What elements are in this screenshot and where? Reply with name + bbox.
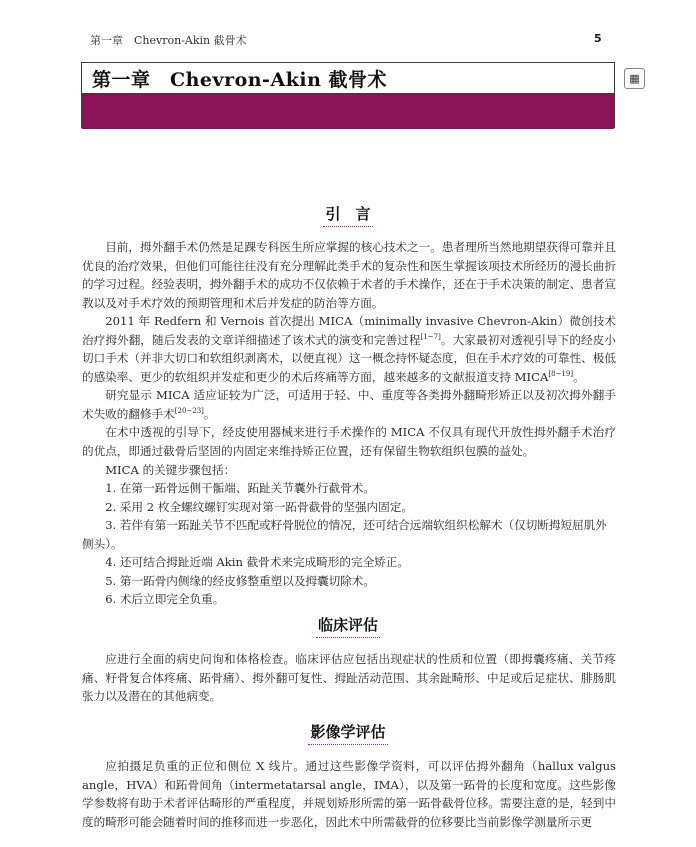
intro-paragraph-2: 2011 年 Redfern 和 Vernois 首次提出 MICA（minimally invasive Chevron-Akin）微创技术治疗拇外翻，随后发表的文章详细描述了该术式的演变和完善过程[1~7]。大家最初对透视引导下的经皮小切口手术（并非大切口和软组织剥离术，以便直视）这一概念持怀疑态度，但在手术疗效的可靠性、极低的感染率、更少的软组织并发症和更少的术后疼痛等方面，越来越多的文献报道支持 MICA[8~19]。 xyxy=(82,314,616,384)
list-item: 2. 采用 2 枚全螺纹螺钉实现对第一跖骨截骨的坚强内固定。 xyxy=(105,500,413,514)
page-number: 5 xyxy=(594,32,602,45)
citation-ref: [20~23] xyxy=(174,406,204,415)
citation-ref: [1~7] xyxy=(420,332,441,341)
section-heading-imaging: 影像学评估 xyxy=(0,721,696,745)
intro-paragraph-1: 目前，拇外翻手术仍然是足踝专科医生所应掌握的核心技术之一。患者理所当然地期望获得可靠并且优良的治疗效果，但他们可能往往没有充分理解此类手术的复杂性和医生掌握该项技术所经历的漫长曲折的学习过程。经验表明，拇外翻手术的成功不仅依赖于术者的手术操作，还在于手术决策的制定、患者宣教以及对手术疗效的预期管理和术后并发症的防治等方面。 xyxy=(82,240,616,310)
intro-paragraph-4: 在术中透视的引导下，经皮使用器械来进行手术操作的 MICA 不仅具有现代开放性拇外翻手术治疗的优点，即通过截骨后坚固的内固定来维持矫正位置，还有保留生物软组织包膜的益处。 xyxy=(82,425,616,458)
chapter-title: 第一章 Chevron-Akin 截骨术 xyxy=(82,63,614,94)
section-heading-intro: 引 言 xyxy=(0,203,696,227)
chapter-color-band xyxy=(82,94,614,129)
list-item: 6. 术后立即完全负重。 xyxy=(105,592,225,606)
chapter-title-box xyxy=(81,62,615,128)
steps-intro: MICA 的关键步骤包括： xyxy=(105,463,236,477)
clinical-paragraph: 应进行全面的病史问询和体格检查。临床评估应包括出现症状的性质和位置（即拇囊疼痛、关节疼痛、籽骨复合体疼痛、跖骨痛）、拇外翻可复性、拇趾活动范围、其余趾畸形、中足或后足症状、腓肠肌张力以及潜在的其他病变。 xyxy=(82,652,616,704)
imaging-paragraph: 应拍摄足负重的正位和侧位 X 线片。通过这些影像学资料，可以评估拇外翻角（hallux valgus angle，HVA）和跖骨间角（intermetatarsal angle，IMA），以及第一跖骨的长度和宽度。这些影像学参数将有助于术者评估畸形的严重程度，并规划矫形所需的第一跖骨截骨位移。需要注意的是，轻到中度的畸形可能会随着时间的推移而进一步恶化，因此术中所需截骨的位移要比当前影像学测量所示更 xyxy=(82,759,616,829)
running-head: 第一章 Chevron-Akin 截骨术 xyxy=(90,34,247,47)
list-item: 5. 第一跖骨内侧缘的经皮修整重塑以及拇囊切除术。 xyxy=(105,574,375,588)
list-item: 3. 若伴有第一跖趾关节不匹配或籽骨脱位的情况，还可结合远端软组织松解术（仅切断拇短屈肌外侧头）。 xyxy=(82,518,607,551)
intro-paragraph-3: 研究显示 MICA 适应证较为广泛，可适用于轻、中、重度等各类拇外翻畸形矫正以及初次拇外翻手术失败的翻修手术[20~23]。 xyxy=(82,388,616,421)
toc-icon[interactable]: ▦ xyxy=(624,68,645,89)
section-heading-clinical: 临床评估 xyxy=(0,614,696,638)
list-item: 4. 还可结合拇趾近端 Akin 截骨术来完成畸形的完全矫正。 xyxy=(105,555,409,569)
list-item: 1. 在第一跖骨远侧干骺端、跖趾关节囊外行截骨术。 xyxy=(105,481,375,495)
citation-ref: [8~19] xyxy=(548,369,574,378)
